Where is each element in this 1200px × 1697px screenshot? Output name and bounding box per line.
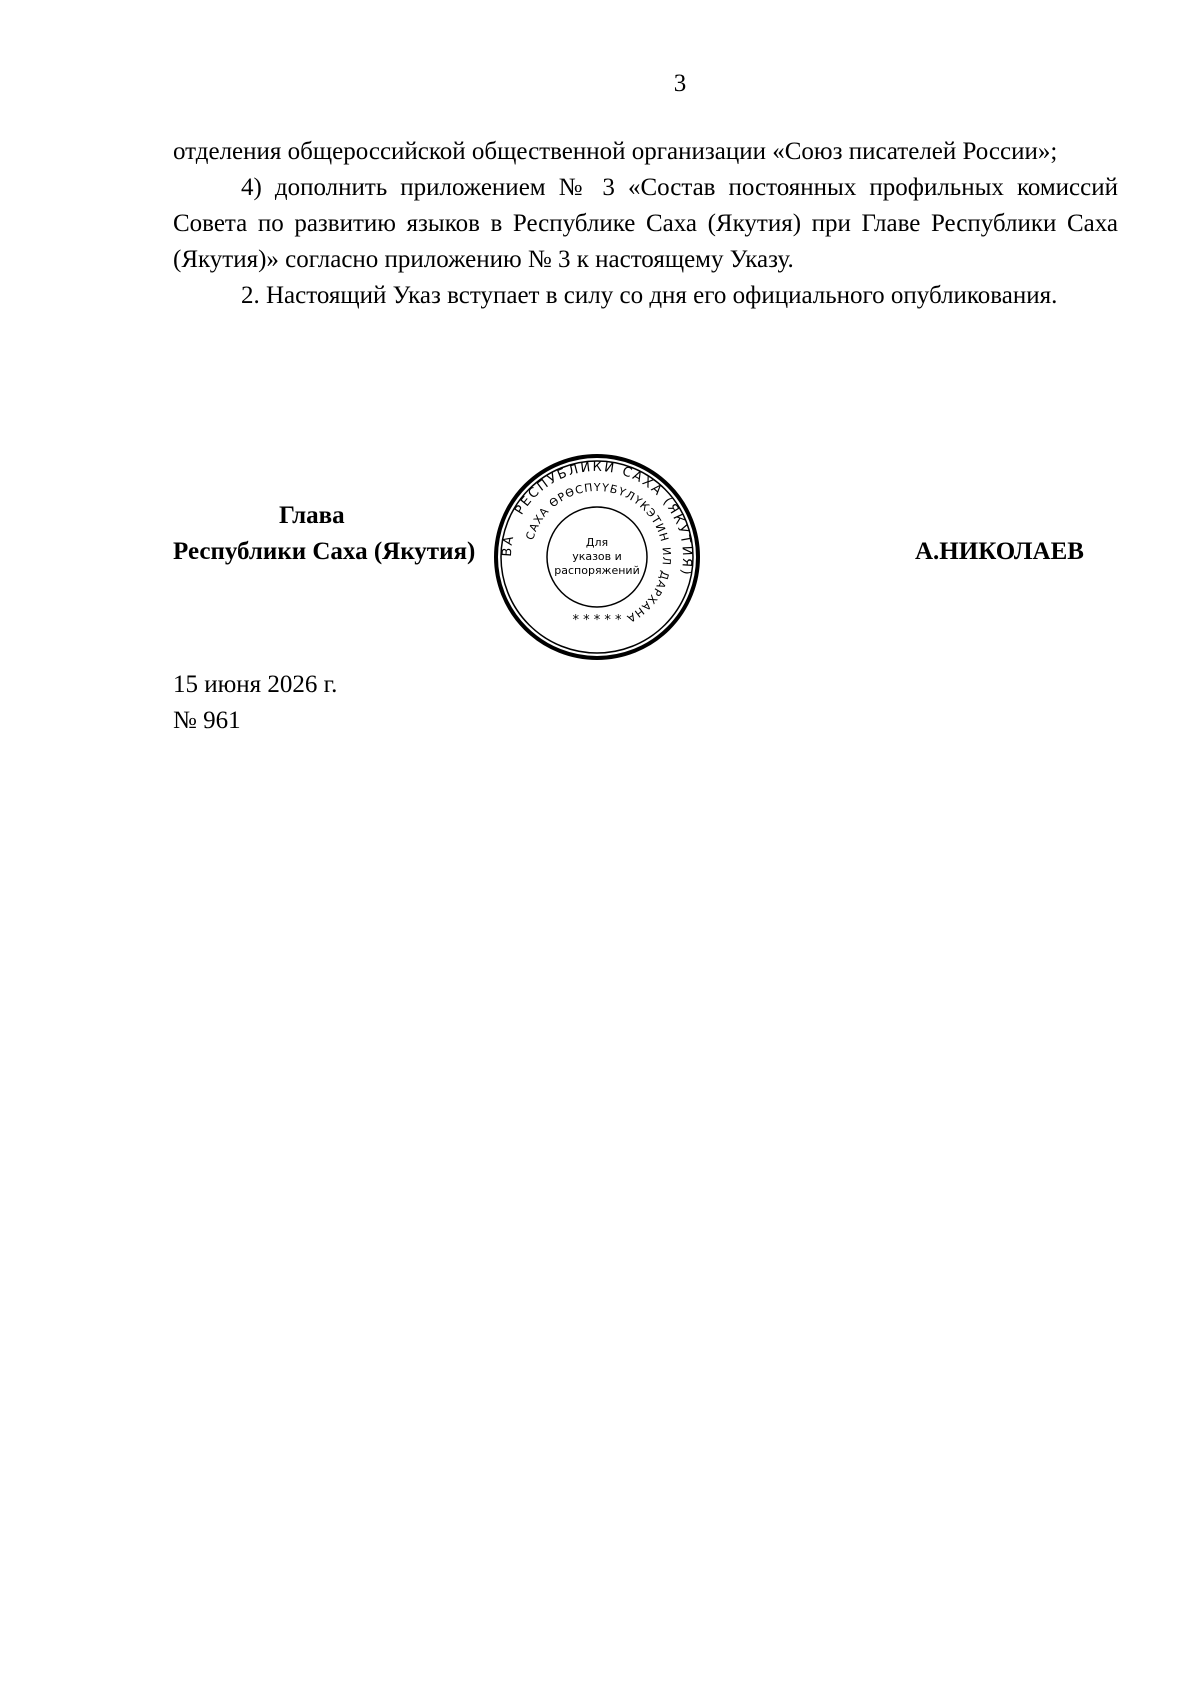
signatory-title: Глава: [279, 502, 345, 529]
paragraph-continuation: отделения общероссийской общественной организации «Союз писателей России»;: [173, 138, 1058, 165]
signatory-name: А.НИКОЛАЕВ: [915, 538, 1084, 565]
document-number: № 961: [173, 707, 241, 734]
seal-outer-text: РЕСПУБЛИКИ САХА (ЯКУТИЯ): [512, 459, 695, 578]
signatory-organization: Республики Саха (Якутия): [173, 538, 476, 565]
page-number: 3: [673, 70, 687, 97]
date-number-block: [173, 667, 337, 739]
seal-center-line3: распоряжений: [554, 564, 640, 577]
official-seal: [492, 452, 702, 662]
seal-stars: * * * * *: [572, 613, 622, 628]
seal-center-line2: указов и: [572, 550, 622, 563]
paragraph-item-4: 4) дополнить приложением № 3 «Состав постоянных профильных комиссий Совета по развитию языков в Республике Саха (Якутия) при Главе Республики Саха (Якутия)» согласно приложению № 3 к настоящему Указу.: [173, 174, 1118, 273]
document-body: [173, 134, 1118, 314]
document-date: 15 июня 2026 г.: [173, 671, 338, 698]
paragraph-item-2: 2. Настоящий Указ вступает в силу со дня его официального опубликования.: [241, 282, 1058, 309]
seal-center-line1: Для: [585, 536, 609, 549]
seal-outer-text-left: ВА: [499, 533, 518, 558]
seal-inner-text: САХА ӨРӨСПҮҮБҮЛҮКЭТИН ИЛ ДАРХАНА: [523, 480, 674, 626]
signature-block: [173, 498, 475, 570]
